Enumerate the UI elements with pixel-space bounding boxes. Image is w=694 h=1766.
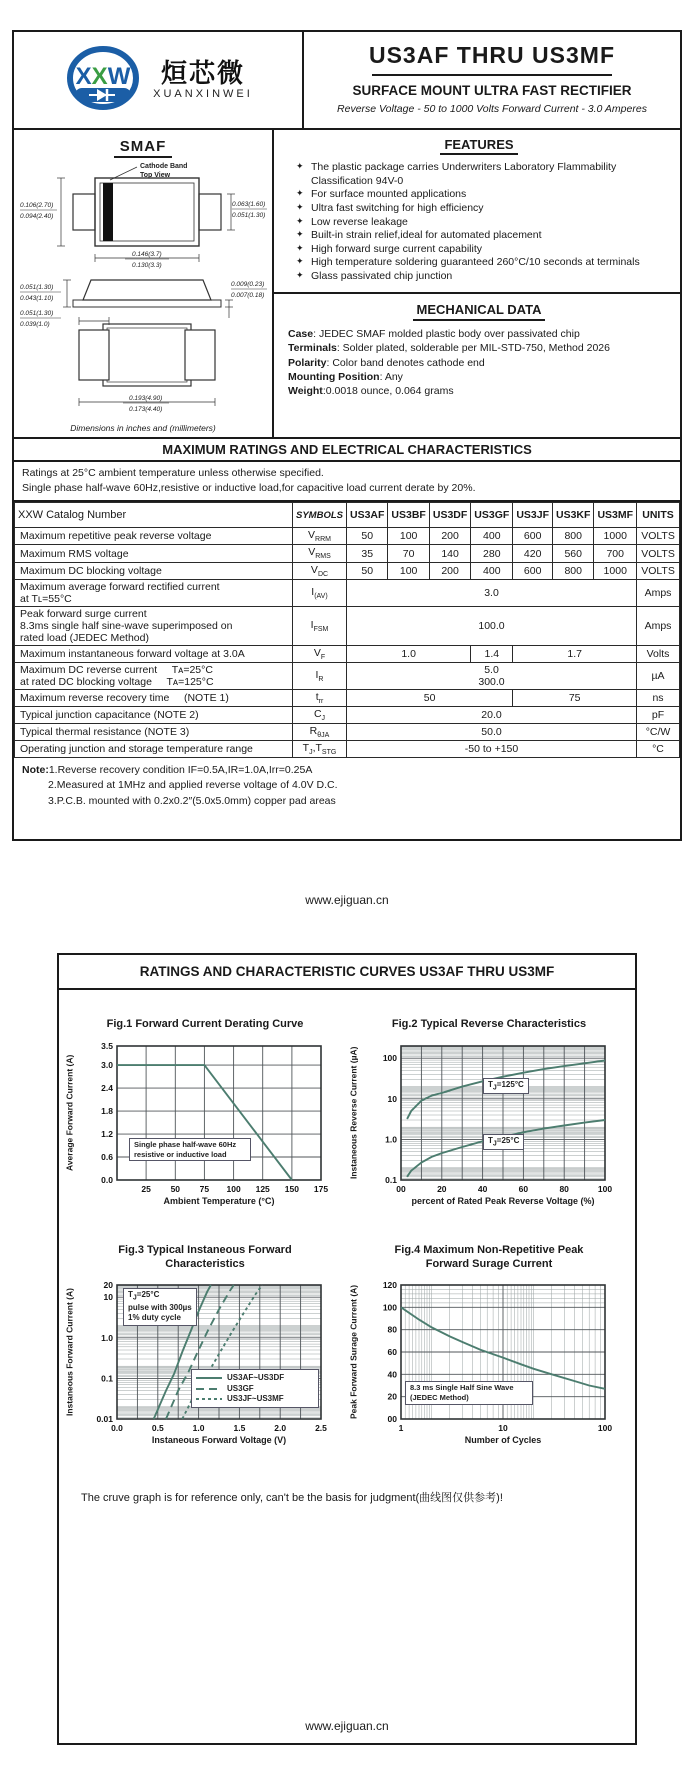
svg-text:100: 100 xyxy=(226,1183,241,1194)
svg-text:1.0: 1.0 xyxy=(385,1134,397,1145)
table-row: Operating junction and storage temperature range $T_J,T_{STG}$ -50 to +150 °C xyxy=(15,741,680,758)
svg-text:Top View: Top View xyxy=(140,172,171,179)
svg-text:100: 100 xyxy=(597,1423,613,1434)
symbols-header: SYMBOLS xyxy=(293,503,347,528)
svg-text:10: 10 xyxy=(498,1423,508,1434)
fig3-legend xyxy=(191,1369,319,1408)
svg-text:0.0: 0.0 xyxy=(111,1423,123,1434)
feature-item: ✦ High forward surge current capability xyxy=(296,242,482,255)
feature-item: ✦ Low reverse leakage xyxy=(296,215,408,228)
package-outline-drawing xyxy=(17,158,269,416)
dim-height: 0.051(1.30) xyxy=(20,284,54,291)
ratings-conditions xyxy=(14,462,680,502)
svg-text:10: 10 xyxy=(103,1292,113,1303)
fig4-block xyxy=(349,1244,629,1454)
mech-terminals: Terminals: Solder plated, solderable per MIL-STD-750, Method 2026 xyxy=(288,342,610,355)
legend-item: US3JF~US3MF xyxy=(196,1394,314,1404)
svg-text:20: 20 xyxy=(103,1280,113,1291)
legend-item: US3GF xyxy=(196,1384,314,1394)
units-header: UNITS xyxy=(637,503,680,528)
curves-banner: RATINGS AND CHARACTERISTIC CURVES US3AF THRU US3MF xyxy=(59,955,635,990)
part-column-header: US3BF xyxy=(388,503,429,528)
features-mechanical-column xyxy=(274,130,680,437)
feature-item: ✦ For surface mounted applications xyxy=(296,188,467,201)
mech-case: Case: JEDEC SMAF molded plastic body over passivated chip xyxy=(288,328,580,341)
datasheet-page xyxy=(0,30,694,1766)
fig4-y-axis-label: Peak Forward Surage Current (A) xyxy=(348,1285,359,1420)
fig1-plot-area xyxy=(79,1038,331,1206)
svg-text:1.0: 1.0 xyxy=(101,1333,113,1344)
svg-text:0.5: 0.5 xyxy=(151,1423,164,1434)
brand-name-cn: 烜芯微 xyxy=(160,58,245,88)
svg-text:0.173(4.40): 0.173(4.40) xyxy=(129,406,163,413)
dim-body-width: 0.106(2.70) xyxy=(20,202,54,209)
ratings-banner: MAXIMUM RATINGS AND ELECTRICAL CHARACTERISTICS xyxy=(14,439,680,462)
svg-text:1.2: 1.2 xyxy=(101,1128,113,1139)
bullet-icon: ✦ xyxy=(296,215,304,226)
svg-text:2.4: 2.4 xyxy=(101,1082,113,1093)
fig2-curve-label-125c: $T_J=125^\circ C$ xyxy=(483,1078,529,1095)
svg-text:1: 1 xyxy=(398,1423,404,1434)
package-and-features xyxy=(14,130,680,439)
table-row: Maximum average forward rectified current at Tʟ=55°C $I_{(AV)}$ 3.0 Amps xyxy=(15,579,680,606)
website-url: www.ejiguan.cn xyxy=(305,1718,389,1733)
part-column-header: US3DF xyxy=(429,503,470,528)
dim-body-length: 0.146(3.7) xyxy=(132,251,162,258)
feature-item: ✦ Glass passivated chip junction xyxy=(296,270,453,283)
part-number-title: US3AF THRU US3MF xyxy=(368,42,615,68)
bullet-icon: ✦ xyxy=(296,256,304,267)
svg-text:0.01: 0.01 xyxy=(96,1414,113,1425)
svg-text:1.8: 1.8 xyxy=(101,1105,113,1116)
mechanical-heading: MECHANICAL DATA xyxy=(288,301,670,322)
part-column-header: US3MF xyxy=(594,503,637,528)
table-row: Maximum instantaneous forward voltage at 3.0A $V_F$ 1.0 1.4 1.7 Volts xyxy=(15,645,680,662)
cathode-band-callout: Cathode Band xyxy=(140,163,188,170)
dim-tab-width: 0.063(1.60) xyxy=(232,201,266,208)
fig1-block xyxy=(65,1018,345,1214)
svg-text:1.5: 1.5 xyxy=(233,1423,246,1434)
svg-text:100: 100 xyxy=(382,1052,397,1063)
svg-text:00: 00 xyxy=(396,1183,406,1194)
fig2-chart xyxy=(349,1038,629,1214)
dotted-line-icon xyxy=(196,1396,222,1402)
svg-text:0.0: 0.0 xyxy=(101,1174,113,1185)
brand-area xyxy=(14,32,304,128)
header xyxy=(14,32,680,130)
table-row: Typical junction capacitance (NOTE 2) $C_J$ 20.0 pF xyxy=(15,706,680,723)
note-line-1: Note:1.Reverse recovery condition IF=0.5A,IR=1.0A,Irr=0.25A xyxy=(22,764,313,777)
svg-text:XXW: XXW xyxy=(75,63,131,90)
bullet-icon: ✦ xyxy=(296,188,304,199)
ratings-tagline: Reverse Voltage - 50 to 1000 Volts Forward Current - 3.0 Amperes xyxy=(337,103,647,115)
features-list xyxy=(288,161,670,284)
part-column-header: US3AF xyxy=(346,503,387,528)
svg-text:0.007(0.18): 0.007(0.18) xyxy=(231,292,265,299)
dim-overall-length: 0.193(4.90) xyxy=(129,395,163,402)
note-line-2: 2.Measured at 1MHz and applied reverse voltage of 4.0V D.C. xyxy=(48,779,338,792)
website-url: www.ejiguan.cn xyxy=(305,892,389,907)
title-area xyxy=(304,32,680,128)
reference-disclaimer: The cruve graph is for reference only, can't be the basis for judgment(曲线图仅供参考)! xyxy=(81,1492,503,1505)
mech-weight: Weight:0.0018 ounce, 0.064 grams xyxy=(288,385,454,397)
table-row: Typical thermal resistance (NOTE 3) $R_{\theta JA}$ 50.0 °C/W xyxy=(15,723,680,740)
svg-text:1.0: 1.0 xyxy=(192,1423,205,1434)
fig3-annotation: $T_J=25^\circ C$ pulse with 300µs 1% duty cycle xyxy=(123,1288,197,1325)
svg-text:60: 60 xyxy=(518,1183,529,1194)
fig4-title: Fig.4 Maximum Non-Repetitive Peak Forward Surage Current xyxy=(394,1243,584,1270)
table-row: Maximum DC blocking voltage $V_{DC}$ 50 100 200 400 600 800 1000 VOLTS xyxy=(15,562,680,579)
datasheet-sheet-1 xyxy=(12,30,682,841)
feature-item: ✦ High temperature soldering guaranteed 260°C/10 seconds at terminals xyxy=(296,256,640,269)
table-row: Peak forward surge current 8.3ms single half sine-wave superimposed on rated load (JEDEC Method) $I_{FSM}$ 100.0 Amps xyxy=(15,606,680,645)
package-name: SMAF xyxy=(114,138,173,158)
svg-text:3.0: 3.0 xyxy=(101,1059,113,1070)
part-column-header: US3KF xyxy=(553,503,594,528)
brand-name-en: XUANXINWEI xyxy=(153,88,253,100)
fig1-y-axis-label: Average Forward Current (A) xyxy=(64,1054,75,1171)
fig2-x-axis-label: percent of Rated Peak Reverse Voltage (%) xyxy=(411,1195,595,1206)
charts-grid xyxy=(59,990,635,1454)
fig1-title: Fig.1 Forward Current Derating Curve xyxy=(106,1017,304,1030)
svg-text:3.5: 3.5 xyxy=(101,1040,113,1051)
svg-text:125: 125 xyxy=(255,1183,270,1194)
table-row: Maximum RMS voltage $V_{RMS}$ 35 70 140 280 420 560 700 VOLTS xyxy=(15,545,680,562)
fig1-annotation: Single phase half-wave 60Hz resistive or inductive load xyxy=(129,1138,251,1162)
mech-mounting: Mounting Position: Any xyxy=(288,370,403,383)
svg-text:75: 75 xyxy=(199,1183,210,1194)
fig2-block xyxy=(349,1018,629,1214)
package-drawing-section xyxy=(14,130,274,437)
fig3-plot-area xyxy=(79,1277,331,1445)
fig3-title: Fig.3 Typical Instaneous Forward Characteristics xyxy=(118,1243,292,1270)
solid-line-icon xyxy=(196,1375,222,1381)
svg-text:0.043(1.10): 0.043(1.10) xyxy=(20,295,54,302)
svg-text:40: 40 xyxy=(387,1369,397,1380)
features-heading: FEATURES xyxy=(288,137,670,155)
fig4-chart xyxy=(349,1277,629,1453)
note-line-3: 3.P.C.B. mounted with 0.2x0.2″(5.0x5.0mm) copper pad areas xyxy=(48,794,336,807)
table-row: Maximum reverse recovery time (NOTE 1) $t_{rr}$ 50 75 ns xyxy=(15,689,680,706)
fig3-y-axis-label: Instaneous Forward Current (A) xyxy=(64,1288,75,1417)
part-column-header: US3GF xyxy=(471,503,513,528)
svg-text:10: 10 xyxy=(387,1093,397,1104)
svg-text:0.1: 0.1 xyxy=(385,1174,397,1185)
bullet-icon: ✦ xyxy=(296,229,304,240)
fig4-annotation: 8.3 ms Single Half Sine Wave (JEDEC Method) xyxy=(405,1381,533,1405)
feature-item: ✦ Built-in strain relief,ideal for automated placement xyxy=(296,229,542,242)
brand-text xyxy=(153,60,253,100)
dashed-line-icon xyxy=(196,1386,222,1392)
fig2-plot-area xyxy=(363,1038,615,1206)
dim-standoff: 0.009(0.23) xyxy=(231,281,265,288)
fig3-chart xyxy=(65,1277,345,1453)
table-header-row xyxy=(15,503,680,528)
svg-text:0.130(3.3): 0.130(3.3) xyxy=(132,262,162,269)
svg-text:0.094(2.40): 0.094(2.40) xyxy=(20,213,54,220)
bullet-icon: ✦ xyxy=(296,201,304,212)
svg-text:2.5: 2.5 xyxy=(315,1423,327,1434)
fig2-y-axis-label: Instaneous Reverse Current (µA) xyxy=(348,1046,359,1179)
svg-text:40: 40 xyxy=(477,1183,488,1194)
catalog-header: XXW Catalog Number xyxy=(15,503,293,528)
legend-item: US3AF~US3DF xyxy=(196,1373,314,1383)
svg-text:25: 25 xyxy=(141,1183,151,1194)
svg-text:0.1: 0.1 xyxy=(101,1373,113,1384)
fig2-curve-label-25c: $T_J=25^\circ C$ xyxy=(483,1134,524,1151)
fig2-title: Fig.2 Typical Reverse Characteristics xyxy=(391,1017,587,1030)
ratings-table xyxy=(14,502,680,758)
svg-text:0.6: 0.6 xyxy=(101,1151,113,1162)
mech-polarity: Polarity: Color band denotes cathode end xyxy=(288,356,485,369)
table-notes xyxy=(14,758,680,839)
bullet-icon: ✦ xyxy=(296,242,304,253)
svg-text:20: 20 xyxy=(437,1183,447,1194)
bullet-icon: ✦ xyxy=(296,270,304,281)
svg-text:80: 80 xyxy=(387,1324,397,1335)
title-underline xyxy=(372,74,612,76)
fig4-x-axis-label: Number of Cycles xyxy=(464,1435,542,1446)
fig4-plot-area xyxy=(363,1277,615,1445)
svg-text:100: 100 xyxy=(597,1183,613,1194)
table-row: Maximum repetitive peak reverse voltage $V_{RRM}$ 50 100 200 400 600 800 1000 VOLTS xyxy=(15,528,680,545)
svg-text:60: 60 xyxy=(387,1347,397,1358)
fig3-x-axis-label: Instaneous Forward Voltage (V) xyxy=(151,1435,287,1446)
bullet-icon: ✦ xyxy=(296,161,304,171)
part-column-header: US3JF xyxy=(513,503,553,528)
svg-text:80: 80 xyxy=(559,1183,569,1194)
features-section xyxy=(274,130,680,294)
fig1-chart xyxy=(65,1038,345,1214)
condition-line: Single phase half-wave 60Hz,resistive or inductive load,for capacitive load current derate by 20%. xyxy=(22,481,476,494)
svg-text:00: 00 xyxy=(387,1414,397,1425)
svg-text:100: 100 xyxy=(382,1302,397,1313)
svg-text:150: 150 xyxy=(284,1183,299,1194)
condition-line: Ratings at 25°C ambient temperature unless otherwise specified. xyxy=(22,467,324,479)
svg-text:0.051(1.30): 0.051(1.30) xyxy=(232,212,266,219)
table-row: Maximum DC reverse current Tᴀ=25°C at rated DC blocking voltage Tᴀ=125°C $I_R$ 5.0 300.0 µA xyxy=(15,662,680,689)
svg-text:20: 20 xyxy=(387,1391,397,1402)
dimension-caption: Dimensions in inches and (millimeters) xyxy=(70,423,216,433)
fig3-block xyxy=(65,1244,345,1454)
feature-item: ✦ Ultra fast switching for high efficiency xyxy=(296,201,484,214)
svg-text:120: 120 xyxy=(382,1280,397,1291)
dim-pad-width: 0.051(1.30) xyxy=(20,310,54,317)
mechanical-data-section xyxy=(274,294,680,406)
svg-text:50: 50 xyxy=(170,1183,181,1194)
svg-text:0.039(1.0): 0.039(1.0) xyxy=(20,321,50,328)
device-type-subtitle: SURFACE MOUNT ULTRA FAST RECTIFIER xyxy=(352,83,632,98)
svg-text:2.0: 2.0 xyxy=(274,1423,287,1434)
fig1-x-axis-label: Ambient Temperature (°C) xyxy=(163,1195,275,1206)
svg-text:175: 175 xyxy=(313,1183,329,1194)
datasheet-sheet-2 xyxy=(57,953,637,1745)
feature-item: ✦ The plastic package carries Underwriters Laboratory Flammability Classification 94V-0 xyxy=(296,161,617,187)
company-logo-icon xyxy=(63,44,149,116)
